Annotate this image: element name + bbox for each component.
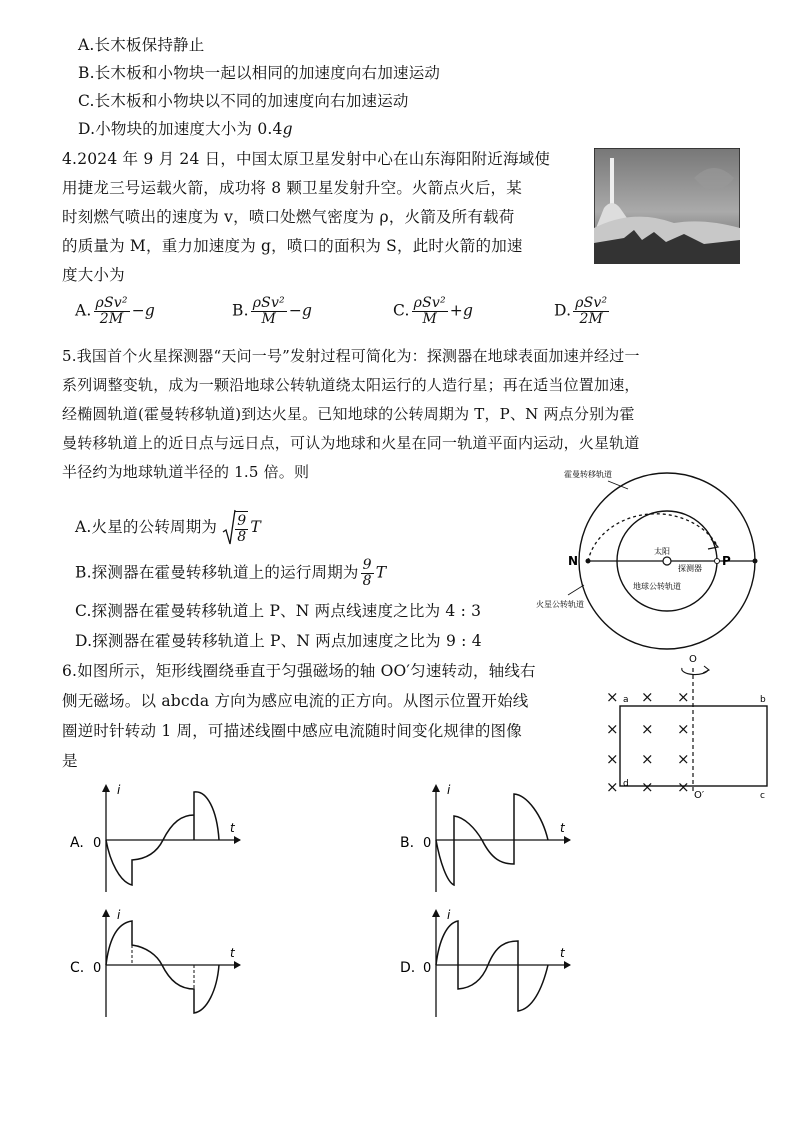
hohmann-label: 霍曼转移轨道: [564, 470, 612, 479]
svg-text:×: ×: [606, 750, 619, 768]
point-n-label: N: [568, 554, 579, 568]
magnetic-field-cross-icons: [606, 688, 690, 796]
q4-option-c: [393, 296, 473, 327]
sun-label: 太阳: [654, 547, 670, 556]
q5-option-a: [75, 508, 261, 548]
graph-b-label: B.: [400, 835, 415, 851]
q4-option-b-den: M: [261, 311, 277, 327]
graph-d-label: D.: [400, 960, 416, 976]
q4-line-1: 4.2024 年 9 月 24 日，中国太原卫星发射中心在山东海阳附近海域使: [62, 150, 551, 168]
svg-text:×: ×: [606, 778, 619, 796]
q4-option-a: [75, 296, 155, 327]
coil-corner-a: a: [623, 695, 629, 705]
q6-line-1: 6.如图所示，矩形线圈绕垂直于匀强磁场的轴 OO′匀速转动，轴线右: [62, 662, 536, 680]
coil-magnetic-field-diagram: [600, 648, 775, 798]
q4-option-d-num: ρSv²: [575, 295, 608, 311]
coil-corner-c: c: [760, 791, 765, 798]
graph-d-t-label: t: [560, 946, 565, 960]
q6-line-2: 侧无磁场。以 abcda 方向为感应电流的正方向。从图示位置开始线: [62, 692, 529, 710]
hohmann-orbit-diagram: [528, 465, 790, 660]
coil-corner-b: b: [760, 695, 766, 705]
svg-text:×: ×: [677, 778, 690, 796]
coil-corner-d: d: [623, 779, 629, 789]
axis-label-o-prime: O′: [694, 790, 705, 798]
q3-option-b: B.长木板和小物块一起以相同的加速度向右加速运动: [78, 64, 441, 82]
q4-option-d-fraction: [573, 296, 609, 327]
svg-text:×: ×: [641, 750, 654, 768]
q5-line-5: 半径约为地球轨道半径的 1.5 倍。则: [62, 463, 310, 481]
q4-line-3: 时刻燃气喷出的速度为 v，喷口处燃气密度为 ρ，火箭及所有载荷: [62, 208, 515, 226]
svg-text:×: ×: [677, 720, 690, 738]
graph-c-origin: 0: [93, 961, 102, 976]
q4-option-b-label: B.: [232, 301, 249, 320]
graph-c-label: C.: [70, 960, 85, 976]
svg-text:×: ×: [677, 750, 690, 768]
q5-option-b-den: 8: [362, 573, 372, 589]
sqrt-sign-icon: [222, 508, 236, 548]
q6-line-4: 是: [62, 752, 78, 770]
svg-text:×: ×: [641, 688, 654, 706]
q4-line-5: 度大小为: [62, 266, 125, 284]
q3-option-d-text: D.小物块的加速度大小为 0.4: [78, 120, 283, 138]
graph-a-origin: 0: [93, 836, 102, 851]
q4-line-4: 的质量为 M，重力加速度为 g，喷口的面积为 S，此时火箭的加速: [62, 237, 523, 255]
q5-line-4: 曼转移轨道上的近日点与远日点，可认为地球和火星在同一轨道平面内运动，火星轨道: [62, 434, 640, 452]
q5-line-3: 经椭圆轨道(霍曼转移轨道)到达火星。已知地球的公转周期为 T，P、N 两点分别为霍: [62, 405, 635, 423]
q5-option-a-num: 9: [237, 513, 247, 529]
graph-b-t-label: t: [560, 821, 565, 835]
q4-line-2: 用捷龙三号运载火箭，成功将 8 颗卫星发射升空。火箭点火后，某: [62, 179, 522, 197]
q4-option-c-den: M: [422, 311, 437, 327]
graph-d-origin: 0: [423, 961, 432, 976]
q5-option-b-var: T: [375, 563, 387, 582]
q5-option-a-den: 8: [237, 529, 247, 545]
graph-d: [392, 905, 582, 1025]
graph-c-i-label: i: [117, 908, 121, 922]
svg-text:×: ×: [606, 720, 619, 738]
q4-option-a-num: ρSv²: [95, 295, 128, 311]
q4-option-a-tail: −g: [131, 301, 155, 320]
q3-option-a: A.长木板保持静止: [78, 36, 205, 54]
probe-label: 探测器: [678, 564, 702, 573]
q5-line-2: 系列调整变轨，成为一颗沿地球公转轨道绕太阳运行的人造行星；再在适当位置加速，: [62, 376, 640, 394]
graph-a-label: A.: [70, 835, 84, 851]
graph-a-curve: [106, 792, 219, 885]
graph-b-i-label: i: [447, 783, 451, 797]
q4-option-c-num: ρSv²: [413, 295, 446, 311]
q5-option-b: [75, 558, 386, 589]
graph-c-t-label: t: [230, 946, 235, 960]
svg-text:×: ×: [606, 688, 619, 706]
axis-label-o: O: [689, 654, 697, 665]
q4-option-a-fraction: [94, 296, 130, 327]
q4-option-b-num: ρSv²: [252, 295, 285, 311]
q5-option-d: D.探测器在霍曼转移轨道上 P、N 两点加速度之比为 9 : 4: [75, 632, 482, 650]
point-p-label: P: [722, 554, 731, 568]
graph-b-origin: 0: [423, 836, 432, 851]
graph-d-curve: [436, 921, 548, 1011]
q3-option-c: C.长木板和小物块以不同的加速度向右加速运动: [78, 92, 409, 110]
mars-orbit-label: 火星公转轨道: [536, 600, 584, 609]
graph-a-t-label: t: [230, 821, 235, 835]
svg-text:×: ×: [677, 688, 690, 706]
q4-option-a-label: A.: [75, 301, 92, 320]
graph-c-curve: [106, 921, 219, 1013]
q6-line-3: 圈逆时针转动 1 周，可描述线圈中感应电流随时间变化规律的图像: [62, 722, 522, 740]
earth-orbit-label: 地球公转轨道: [633, 582, 681, 591]
q4-option-c-fraction: [412, 296, 448, 327]
graph-b: [392, 780, 582, 900]
svg-text:×: ×: [641, 720, 654, 738]
q5-line-1: 5.我国首个火星探测器“天问一号”发射过程可简化为：探测器在地球表面加速并经过一: [62, 347, 640, 365]
q5-option-c: C.探测器在霍曼转移轨道上 P、N 两点线速度之比为 4 : 3: [75, 602, 482, 620]
q3-option-d-var: g: [282, 120, 293, 138]
q5-option-a-fraction: [235, 511, 248, 545]
q4-option-a-den: 2M: [99, 311, 124, 327]
rocket-launch-photo: [594, 148, 740, 264]
q4-option-b: [232, 296, 312, 327]
q4-option-c-tail: +g: [449, 301, 474, 320]
q4-option-b-fraction: [251, 296, 287, 327]
sun-icon: [663, 557, 671, 565]
q5-option-b-fraction: [361, 558, 374, 589]
q4-option-c-label: C.: [393, 301, 410, 320]
graph-a-i-label: i: [117, 783, 121, 797]
q5-option-a-text: A.火星的公转周期为: [75, 518, 218, 536]
graph-d-i-label: i: [447, 908, 451, 922]
q5-option-b-text: B.探测器在霍曼转移轨道上的运行周期为: [75, 563, 359, 582]
q4-option-d: [554, 296, 611, 327]
q5-option-a-var: T: [250, 518, 261, 536]
q5-option-b-num: 9: [362, 557, 372, 573]
svg-text:×: ×: [641, 778, 654, 796]
q4-option-b-tail: −g: [288, 301, 313, 320]
q4-option-d-den: 2M: [579, 311, 604, 327]
graph-a: [62, 780, 252, 900]
q3-option-d: [78, 118, 293, 140]
graph-c: [62, 905, 252, 1025]
q4-option-d-label: D.: [554, 301, 572, 320]
